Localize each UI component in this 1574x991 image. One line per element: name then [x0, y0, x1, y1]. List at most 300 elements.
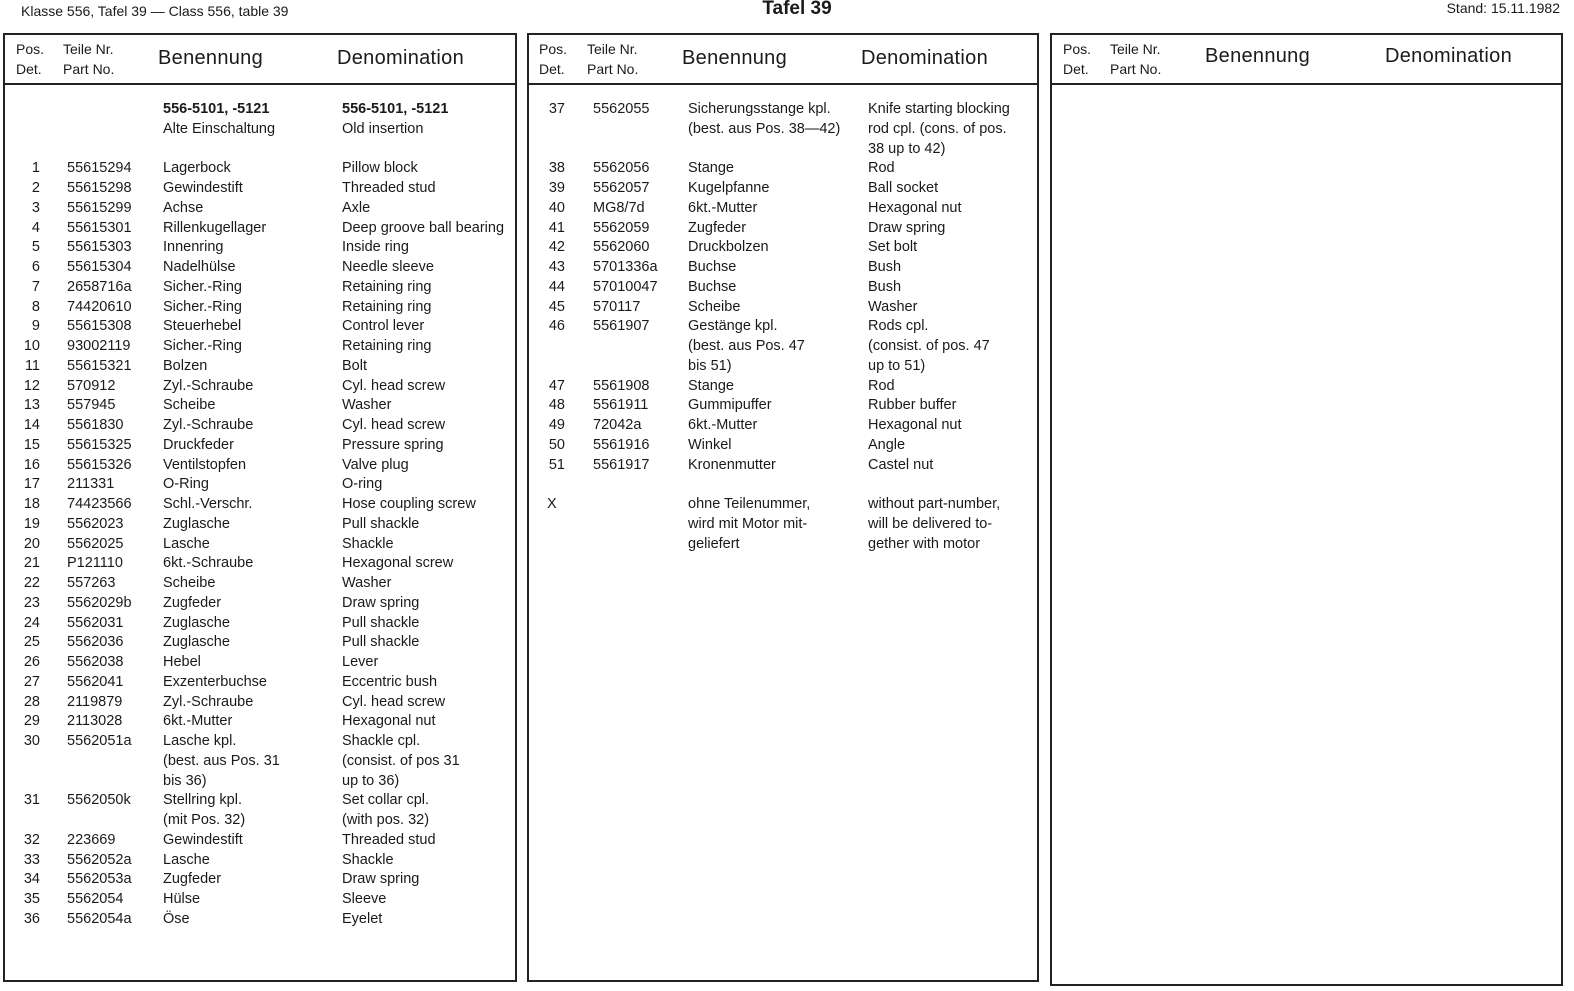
position-number: 27: [23, 673, 40, 690]
part-number: 55615326: [67, 456, 132, 473]
position-number: 29: [23, 713, 40, 730]
part-number-header-de: Teile Nr.: [587, 41, 638, 57]
position-number: 18: [23, 496, 40, 512]
benennung-text: Stellring kpl.: [163, 792, 242, 809]
table-row: [5, 455, 515, 475]
part-number: 5701336a: [593, 259, 658, 275]
position-number: 17: [23, 476, 40, 493]
position-number: 44: [548, 278, 565, 295]
part-number: 55615301: [67, 219, 132, 236]
benennung-text: (best. aus Pos. 47: [688, 338, 805, 354]
position-number: 31: [23, 792, 40, 809]
benennung-text: Zuglasche: [163, 614, 230, 631]
denomination-text: Retaining ring: [342, 338, 432, 354]
part-number: 55615299: [67, 199, 132, 216]
benennung-text: Kugelpfanne: [688, 180, 770, 196]
denomination-text: Retaining ring: [342, 278, 432, 295]
table-row: [529, 395, 1037, 415]
table-row: [529, 455, 1037, 475]
part-number: 74423566: [67, 496, 132, 512]
denomination-text: (consist. of pos 31: [342, 752, 460, 769]
denomination-text: Draw spring: [868, 219, 946, 236]
benennung-text: Zyl.-Schraube: [163, 377, 254, 394]
position-number: 13: [23, 397, 40, 414]
position-number: 9: [31, 318, 40, 335]
table-row: [529, 277, 1037, 297]
table-row: [5, 613, 515, 633]
table-row: [529, 237, 1037, 257]
benennung-text: wird mit Motor mit-: [688, 515, 808, 532]
denomination-text: Washer: [342, 397, 392, 414]
table-row: [5, 771, 515, 791]
position-number: 20: [23, 535, 40, 552]
part-number: 74420610: [67, 298, 132, 315]
position-number: 7: [31, 278, 40, 295]
position-number: 48: [548, 397, 565, 414]
position-number: 6: [31, 259, 40, 275]
table-row: [5, 474, 515, 494]
table-row: [529, 198, 1037, 218]
benennung-text: Zyl.-Schraube: [163, 693, 254, 710]
position-number: 33: [23, 851, 40, 868]
column-header: [1052, 35, 1561, 85]
benennung-text: Öse: [163, 910, 190, 927]
benennung-text: Scheibe: [688, 298, 741, 315]
denomination-text: Retaining ring: [342, 298, 432, 315]
position-number: 49: [548, 417, 565, 433]
part-number: 55615304: [67, 259, 132, 275]
table-row: [529, 356, 1037, 376]
benennung-text: Rillenkugellager: [163, 219, 267, 236]
table-row: [529, 257, 1037, 277]
denomination-text: Needle sleeve: [342, 259, 434, 275]
denomination-text: Hexagonal screw: [342, 555, 454, 572]
position-number: 19: [23, 515, 40, 532]
position-number: 32: [23, 831, 40, 848]
table-row: [529, 158, 1037, 178]
benennung-text: Zugfeder: [163, 871, 222, 888]
position-number: 40: [548, 199, 565, 216]
benennung-text: Achse: [163, 199, 204, 216]
benennung-text: Gewindestift: [163, 180, 243, 196]
det-header: Det.: [1063, 61, 1089, 77]
denomination-text: Shackle: [342, 535, 394, 552]
benennung-text: ohne Teilenummer,: [688, 496, 811, 512]
position-number: 4: [31, 219, 40, 236]
part-number: 57010047: [593, 278, 658, 295]
part-number: 5561911: [593, 397, 649, 414]
part-number: 570912: [67, 377, 116, 394]
table-row: [5, 277, 515, 297]
table-row: [5, 692, 515, 712]
denomination-text: Control lever: [342, 318, 425, 335]
benennung-text: Sicherungsstange kpl.: [688, 101, 831, 117]
denomination-text: Bush: [868, 278, 902, 295]
denomination-text: Shackle cpl.: [342, 733, 421, 749]
denomination-header: Denomination: [861, 47, 989, 69]
position-number: 8: [31, 298, 40, 315]
position-number: 1: [31, 160, 40, 177]
benennung-header: Benennung: [682, 47, 788, 69]
benennung-text: Druckbolzen: [688, 239, 769, 256]
table-row: [5, 316, 515, 336]
parts-panel-1: [3, 33, 517, 982]
part-number: 5562057: [593, 180, 650, 196]
position-number: 35: [23, 891, 40, 907]
part-number: 5562056: [593, 160, 650, 177]
table-row: [5, 198, 515, 218]
part-number: 5562029b: [67, 594, 132, 611]
part-number-header-en: Part No.: [63, 61, 115, 77]
det-header: Det.: [16, 61, 42, 77]
denomination-text: Rod: [868, 160, 895, 177]
denomination-text: Cyl. head screw: [342, 693, 446, 710]
part-number: 55615308: [67, 318, 132, 335]
position-number: 39: [548, 180, 565, 196]
table-row: [5, 158, 515, 178]
position-number: 37: [548, 101, 565, 117]
benennung-text: Scheibe: [163, 397, 216, 414]
position-number: 28: [23, 693, 40, 710]
denomination-text: Bush: [868, 259, 902, 275]
denomination-text: up to 36): [342, 772, 400, 789]
part-number: 5562054a: [67, 910, 132, 927]
position-number: 36: [23, 910, 40, 927]
position-number: 21: [23, 555, 40, 572]
benennung-text: 6kt.-Schraube: [163, 555, 254, 572]
denomination-text: (consist. of pos. 47: [868, 338, 990, 354]
benennung-text: Zyl.-Schraube: [163, 417, 254, 433]
denomination-text: Draw spring: [342, 871, 420, 888]
benennung-text: Buchse: [688, 259, 737, 275]
benennung-text: Stange: [688, 160, 734, 177]
part-number: 557945: [67, 397, 116, 414]
denomination-text: Castel nut: [868, 456, 934, 473]
denomination-text: Deep groove ball bearing: [342, 219, 505, 236]
benennung-text: Hülse: [163, 891, 201, 907]
benennung-text: Steuerhebel: [163, 318, 242, 335]
benennung-text: O-Ring: [163, 476, 209, 493]
table-row: [529, 435, 1037, 455]
denomination-text: Cyl. head screw: [342, 377, 446, 394]
benennung-text: (best. aus Pos. 38—42): [688, 120, 841, 137]
benennung-text: Zuglasche: [163, 634, 230, 651]
table-row: [5, 889, 515, 909]
denomination-text: Axle: [342, 199, 371, 216]
table-row: [5, 632, 515, 652]
denomination-text: Rubber buffer: [868, 397, 957, 414]
denomination-text: Sleeve: [342, 891, 387, 907]
position-number: 25: [23, 634, 40, 651]
part-number: 93002119: [67, 338, 131, 354]
position-number: 41: [548, 219, 565, 236]
part-number-header-en: Part No.: [587, 61, 639, 77]
table-row: [5, 494, 515, 514]
table-row: [529, 376, 1037, 396]
table-row: [5, 869, 515, 889]
position-number: 5: [31, 239, 40, 256]
part-number: 5562055: [593, 101, 650, 117]
benennung-text: Exzenterbuchse: [163, 673, 267, 690]
benennung-text: 6kt.-Mutter: [688, 199, 758, 216]
denomination-text: 38 up to 42): [868, 140, 946, 157]
position-number: 2: [31, 180, 40, 196]
part-number: 55615321: [67, 357, 132, 374]
pos-header: Pos.: [16, 41, 45, 57]
benennung-text: Kronenmutter: [688, 456, 776, 473]
benennung-text: Nadelhülse: [163, 259, 236, 275]
denomination-text: Inside ring: [342, 239, 409, 256]
part-number: 2658716a: [67, 278, 132, 295]
table-row: [529, 534, 1037, 554]
denomination-text: Eyelet: [342, 910, 383, 927]
parts-panel-2: [527, 33, 1039, 982]
table-row: [5, 356, 515, 376]
position-number: 16: [23, 456, 40, 473]
benennung-text: Sicher.-Ring: [163, 338, 242, 354]
section-subheading: [5, 119, 515, 139]
table-row: [5, 534, 515, 554]
table-row: [5, 830, 515, 850]
denomination-text: Washer: [342, 575, 392, 591]
position-number: 3: [31, 199, 40, 216]
table-row: [5, 731, 515, 751]
table-row: [529, 336, 1037, 356]
position-number: 26: [23, 654, 40, 670]
part-number: 5562054: [67, 891, 124, 907]
benennung-text: Buchse: [688, 278, 737, 295]
parts-panel-3: [1050, 33, 1563, 986]
part-number: 55615325: [67, 436, 132, 453]
denomination-text: O-ring: [342, 476, 383, 493]
det-header: Det.: [539, 61, 565, 77]
denomination-text: Shackle: [342, 851, 394, 868]
denomination-header: Denomination: [1385, 45, 1513, 67]
denomination-text: Hexagonal nut: [342, 713, 436, 730]
page-title: Tafel 39: [762, 0, 832, 19]
table-row: [529, 99, 1037, 119]
denomination-text: gether with motor: [868, 535, 981, 552]
table-row: [5, 652, 515, 672]
part-number: 5561830: [67, 417, 124, 433]
benennung-text: 6kt.-Mutter: [163, 713, 233, 730]
benennung-text: Zugfeder: [163, 594, 222, 611]
table-row: [5, 553, 515, 573]
denomination-text: will be delivered to-: [868, 515, 993, 532]
part-number: 5562031: [67, 614, 124, 631]
benennung-text: Lasche kpl.: [163, 733, 237, 749]
denomination-text: Draw spring: [342, 594, 420, 611]
position-number: 42: [548, 239, 565, 256]
table-row: [5, 711, 515, 731]
denomination-text: Cyl. head screw: [342, 417, 446, 433]
table-row: [5, 672, 515, 692]
table-row: [5, 850, 515, 870]
part-number: 211331: [67, 476, 115, 493]
denomination-text: Rod: [868, 377, 895, 394]
denomination-text: Threaded stud: [342, 831, 436, 848]
denomination-text: Set bolt: [868, 239, 918, 256]
part-number: 2119879: [67, 693, 123, 710]
part-number: 5562023: [67, 515, 124, 532]
benennung-text: Schl.-Verschr.: [163, 496, 253, 512]
denomination-header: Denomination: [337, 47, 465, 69]
table-row: [5, 257, 515, 277]
denomination-text: Hexagonal nut: [868, 199, 962, 216]
denomination-text: Angle: [868, 436, 906, 453]
table-row: [5, 514, 515, 534]
part-number: 72042a: [593, 417, 642, 433]
part-number: P121110: [67, 555, 123, 572]
position-number: 14: [23, 417, 40, 433]
denomination-text: Pillow block: [342, 160, 418, 177]
table-row: [529, 297, 1037, 317]
part-number: 5562060: [593, 239, 650, 256]
table-row: [5, 376, 515, 396]
table-row: [5, 297, 515, 317]
position-number: 23: [23, 594, 40, 611]
denomination-text: Ball socket: [868, 180, 939, 196]
position-number: 24: [23, 614, 40, 631]
table-row: [529, 514, 1037, 534]
column-header: [529, 35, 1037, 85]
table-row: [5, 395, 515, 415]
position-number: 38: [548, 160, 565, 177]
table-row: [529, 494, 1037, 514]
table-row: [529, 178, 1037, 198]
table-row: [529, 139, 1037, 159]
denomination-text: Hexagonal nut: [868, 417, 962, 433]
benennung-text: (best. aus Pos. 31: [163, 752, 280, 769]
benennung-text: bis 36): [163, 772, 207, 789]
position-number: 22: [23, 575, 40, 591]
position-number: 51: [548, 456, 565, 473]
table-row: [5, 415, 515, 435]
part-number: 5562041: [67, 673, 124, 690]
position-number: 12: [23, 377, 40, 394]
denomination-text: (with pos. 32): [342, 812, 430, 828]
part-number-header-en: Part No.: [1110, 61, 1162, 77]
part-number: 2113028: [67, 713, 123, 730]
denomination-text: Bolt: [342, 357, 367, 374]
position-number: 30: [23, 733, 40, 749]
denomination-text: Knife starting blocking: [868, 101, 1010, 117]
benennung-text: Innenring: [163, 239, 224, 256]
position-number: 10: [23, 338, 40, 354]
benennung-text: Gummipuffer: [688, 397, 772, 414]
section-title-en: 556-5101, -5121: [342, 101, 449, 117]
denomination-text: Pull shackle: [342, 515, 420, 532]
table-row: [5, 810, 515, 830]
table-row: [529, 415, 1037, 435]
benennung-text: Lasche: [163, 535, 210, 552]
table-row: [5, 237, 515, 257]
table-row: [5, 573, 515, 593]
table-row: [5, 593, 515, 613]
part-number: 55615298: [67, 180, 132, 196]
table-row: [5, 435, 515, 455]
table-row: [529, 119, 1037, 139]
part-number: 5562052a: [67, 851, 132, 868]
benennung-text: Zuglasche: [163, 515, 230, 532]
position-number: 43: [548, 259, 565, 275]
pos-header: Pos.: [539, 41, 568, 57]
part-number: MG8/7d: [593, 199, 645, 216]
benennung-text: Hebel: [163, 654, 201, 670]
denomination-text: Hose coupling screw: [342, 496, 476, 512]
position-number: 15: [23, 436, 40, 453]
part-number: 5561916: [593, 436, 650, 453]
benennung-text: Gewindestift: [163, 831, 243, 848]
benennung-text: Stange: [688, 377, 734, 394]
denomination-text: without part-number,: [868, 496, 1001, 512]
denomination-text: Threaded stud: [342, 180, 436, 196]
part-number: 5562025: [67, 535, 124, 552]
table-row: [5, 336, 515, 356]
benennung-text: Sicher.-Ring: [163, 278, 242, 295]
denomination-text: up to 51): [868, 357, 926, 374]
part-number: 5562038: [67, 654, 124, 670]
table-row: [5, 751, 515, 771]
denomination-text: Lever: [342, 654, 379, 670]
section-heading: [5, 99, 515, 119]
table-row: [5, 178, 515, 198]
denomination-text: Valve plug: [342, 456, 409, 473]
denomination-text: Eccentric bush: [342, 673, 438, 690]
part-number: 5562036: [67, 634, 124, 651]
part-number: 5562051a: [67, 733, 132, 749]
document-date: Stand: 15.11.1982: [1446, 0, 1560, 16]
position-number: 34: [23, 871, 40, 888]
benennung-text: geliefert: [688, 535, 740, 552]
benennung-header: Benennung: [1205, 45, 1311, 67]
denomination-text: Pull shackle: [342, 634, 420, 651]
table-row: [529, 316, 1037, 336]
denomination-text: Set collar cpl.: [342, 792, 430, 809]
part-number-header-de: Teile Nr.: [1110, 41, 1161, 57]
benennung-text: Lagerbock: [163, 160, 231, 177]
pos-header: Pos.: [1063, 41, 1092, 57]
part-number: 5562050k: [67, 792, 131, 809]
section-title-de: 556-5101, -5121: [163, 101, 270, 117]
benennung-text: Bolzen: [163, 357, 208, 374]
denomination-text: Rods cpl.: [868, 318, 929, 335]
denomination-text: rod cpl. (cons. of pos.: [868, 120, 1007, 137]
section-sub-en: Old insertion: [342, 121, 424, 137]
document-header-left: Klasse 556, Tafel 39 — Class 556, table 39: [21, 3, 289, 19]
position-number: 45: [548, 298, 565, 315]
benennung-text: Gestänge kpl.: [688, 318, 778, 335]
column-header: [5, 35, 515, 85]
table-row: [529, 218, 1037, 238]
benennung-text: Winkel: [688, 436, 732, 453]
benennung-text: Sicher.-Ring: [163, 298, 242, 315]
benennung-text: Lasche: [163, 851, 210, 868]
benennung-text: bis 51): [688, 357, 732, 374]
position-number: 47: [548, 377, 565, 394]
part-number: 5561917: [593, 456, 650, 473]
benennung-header: Benennung: [158, 47, 264, 69]
position-number: X: [547, 496, 557, 512]
part-number: 5561908: [593, 377, 650, 394]
benennung-text: Ventilstopfen: [163, 456, 247, 473]
benennung-text: Scheibe: [163, 575, 216, 591]
part-number: 55615303: [67, 239, 132, 256]
denomination-text: Washer: [868, 298, 918, 315]
table-row: [5, 790, 515, 810]
part-number-header-de: Teile Nr.: [63, 41, 114, 57]
position-number: 50: [548, 436, 565, 453]
